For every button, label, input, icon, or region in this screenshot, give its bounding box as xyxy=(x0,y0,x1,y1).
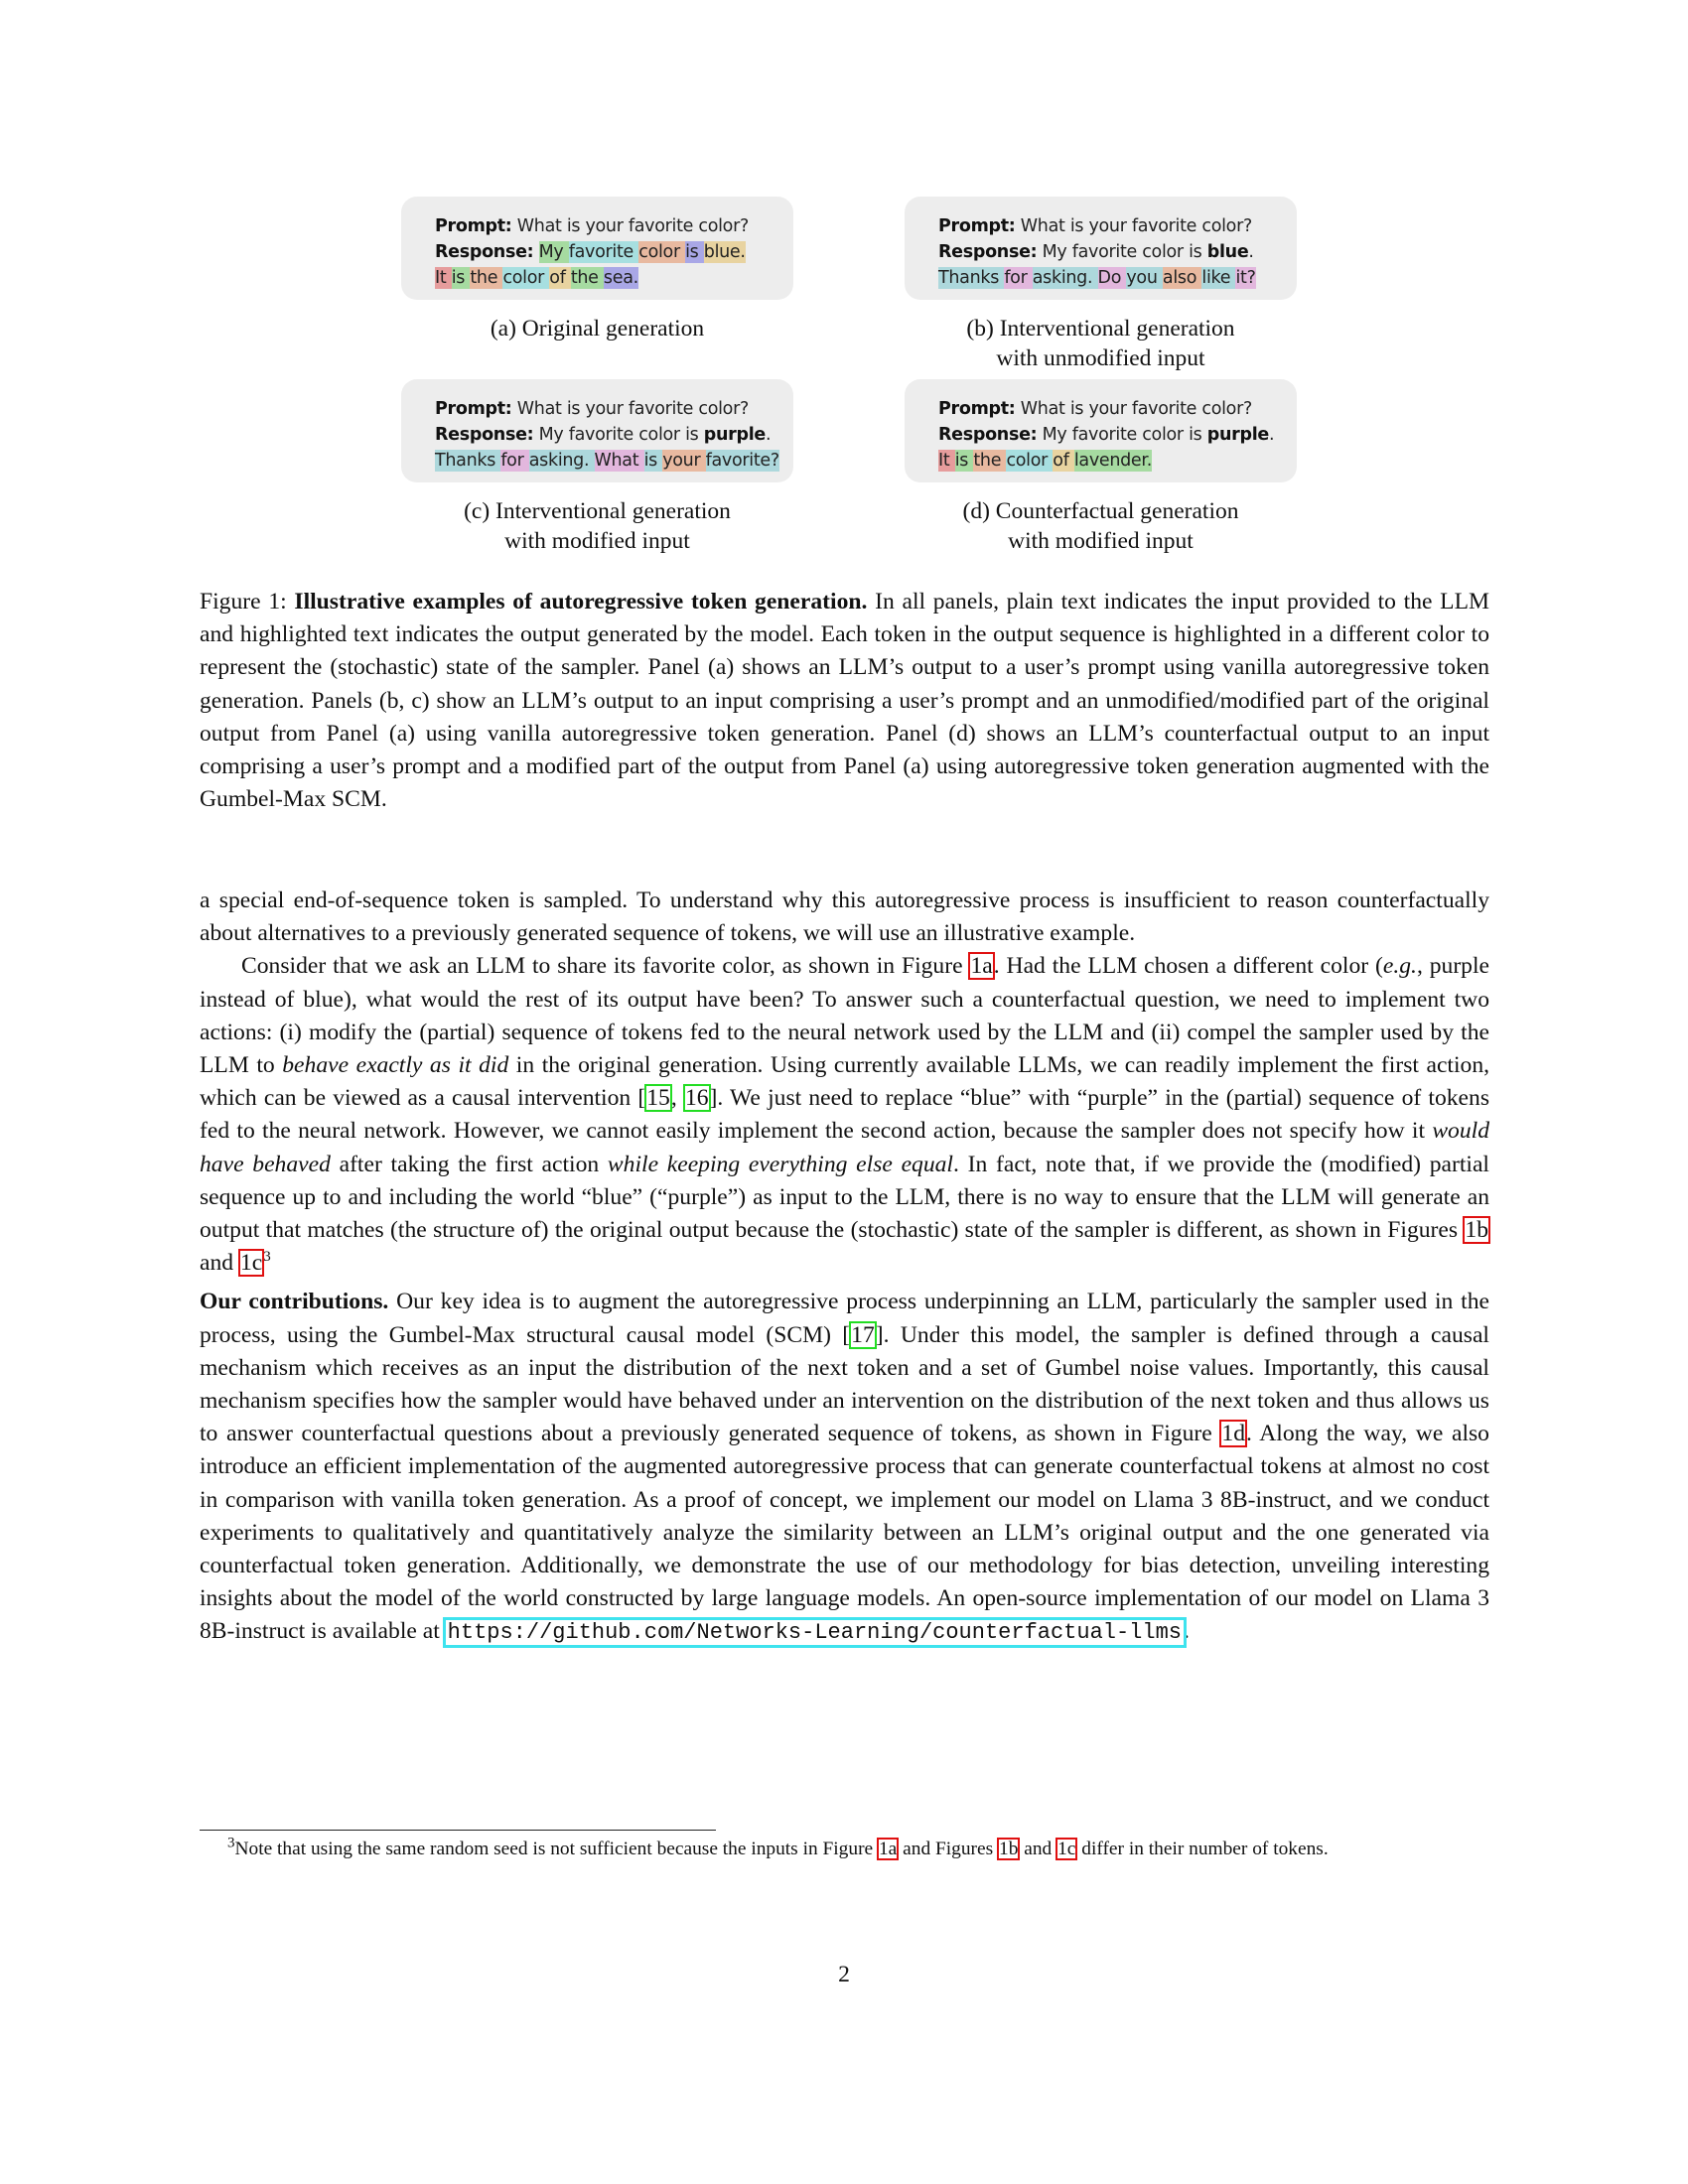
caption-line: (b) Interventional generation xyxy=(966,316,1235,341)
response-text: My favorite color is xyxy=(1042,242,1202,262)
token: sea. xyxy=(603,268,638,288)
panel-a-caption xyxy=(401,314,793,343)
token: Thanks xyxy=(938,268,1005,288)
figure-caption xyxy=(200,586,1489,816)
figure-title: Illustrative examples of autoregressive token generation. xyxy=(294,589,868,614)
emphasis: behave exactly as it did xyxy=(282,1052,509,1079)
token: for xyxy=(500,451,529,471)
token: color xyxy=(502,268,550,288)
token: lavender. xyxy=(1073,451,1152,471)
paragraph: a special end-of-sequence token is sampled. To understand why this autoregressive process is insufficient to reason counterfactually about alternatives to a previously generated sequence of tokens, we will use an illustrative example. xyxy=(200,887,1489,947)
panel-b-box xyxy=(905,197,1297,300)
token: like xyxy=(1201,268,1236,288)
text-run: Note that using the same random seed is not sufficient because the inputs in Figure xyxy=(234,1839,878,1859)
response-label: Response: xyxy=(938,242,1038,262)
figure-ref-link[interactable]: 1d xyxy=(1221,1421,1245,1447)
prompt-label: Prompt: xyxy=(938,216,1016,236)
figure-ref-link[interactable]: 1a xyxy=(970,953,993,980)
caption-line: (c) Interventional generation xyxy=(464,498,731,524)
text-run: . Along the way, we also introduce an efficient implementation of the augmented autoregressive process that can generate counterfactual tokens at almost no cost in comparison with vanilla token generation. As a proof of concept, we implement our model on Llama 3 8B-instruct, and we conduct experiments to qualitatively and quantitatively analyze the similarity between an LLM’s original output and the one generated via counterfactual token generation. Additionally, we demonstrate the use of our methodology for bias detection, unveiling interesting insights about the model of the world constructed by large language models. An open-source implementation of our model on Llama 3 8B-instruct is available at xyxy=(200,1421,1489,1645)
footnote-rule xyxy=(200,1830,716,1831)
token: Thanks xyxy=(435,451,501,471)
continuation-tokens xyxy=(435,450,779,472)
text-run: ]. We just need to replace “blue” with “purple” in the (partial) sequence of tokens fed to the neural network. However, we cannot easily implement the second action, because the sampler does not specify how it xyxy=(200,1085,1490,1145)
token: is xyxy=(685,242,704,262)
token: is xyxy=(643,451,663,471)
token: you xyxy=(1126,268,1163,288)
figure-ref-link[interactable]: 1c xyxy=(239,1250,263,1277)
text-run: Our key idea is to augment the autoregressive process underpinning an LLM, particularly the sampler used in the process, using the Gumbel-Max structural causal model (SCM) [ xyxy=(200,1289,1489,1348)
response-label: Response: xyxy=(435,242,534,262)
caption-line: with modified input xyxy=(1008,528,1194,554)
caption-line: with unmodified input xyxy=(996,345,1205,371)
text-run: and Figures xyxy=(898,1839,999,1859)
prompt-text: What is your favorite color? xyxy=(1020,216,1252,236)
token: Do xyxy=(1097,268,1127,288)
response-color-word: purple xyxy=(1206,425,1269,445)
token: the xyxy=(470,268,503,288)
response-period: . xyxy=(1248,242,1254,262)
prompt-label: Prompt: xyxy=(435,399,512,419)
emphasis: while keeping everything else equal xyxy=(607,1151,953,1177)
text-run: . In fact, note that, if we provide the (modified) partial sequence up to and including the world “blue” (“purple”) as input to the LLM, there is no way to ensure that the LLM will generate an output that matches (the structure of) the original output because the (stochastic) state of the sampler is different, as shown in Figures xyxy=(200,1151,1489,1244)
continuation-tokens xyxy=(938,267,1256,289)
panel-d-caption xyxy=(905,496,1297,556)
citation-link[interactable]: 15 xyxy=(646,1085,670,1112)
token: color xyxy=(1006,451,1054,471)
footnote-number: 3 xyxy=(227,1835,235,1851)
emphasis: would have behaved xyxy=(200,1118,1489,1177)
response-color-word: blue xyxy=(1206,242,1249,262)
caption-line: (d) Counterfactual generation xyxy=(962,498,1239,524)
caption-line: with modified input xyxy=(504,528,690,554)
panel-a-box xyxy=(401,197,793,300)
continuation-tokens xyxy=(435,267,638,289)
text-run: and xyxy=(1019,1839,1057,1859)
token: of xyxy=(1053,451,1074,471)
text-run: . xyxy=(1184,1618,1190,1645)
prompt-label: Prompt: xyxy=(938,399,1016,419)
github-url-link[interactable]: https://github.com/Networks-Learning/counterfactual-llms xyxy=(447,1620,1182,1646)
paragraph-heading: Our contributions. xyxy=(200,1289,389,1315)
token: is xyxy=(954,451,974,471)
figure-ref-link[interactable]: 1b xyxy=(999,1839,1019,1859)
token: asking. xyxy=(528,451,595,471)
continuation-tokens xyxy=(938,450,1152,472)
figure-ref-link[interactable]: 1b xyxy=(1465,1217,1488,1244)
prompt-text: What is your favorite color? xyxy=(516,216,749,236)
citation-link[interactable]: 16 xyxy=(684,1085,709,1112)
prompt-label: Prompt: xyxy=(435,216,512,236)
response-tokens xyxy=(539,241,746,263)
token: also xyxy=(1162,268,1202,288)
paragraph xyxy=(200,1286,1489,1649)
text-run: and xyxy=(200,1250,239,1277)
figure-ref-link[interactable]: 1a xyxy=(878,1839,898,1859)
text-run: Consider that we ask an LLM to share its favorite color, as shown in Figure xyxy=(241,953,970,980)
figure-caption-body: In all panels, plain text indicates the input provided to the LLM and highlighted text indicates the output generated by the model. Each token in the output sequence is highlighted in a different color to represent the (stochastic) state of the sampler. Panel (a) shows an LLM’s output to a user’s prompt using vanilla autoregressive token generation. Panels (b, c) show an LLM’s output to an input comprising a user’s prompt and an unmodified/modified part of the original output from Panel (a) using vanilla autoregressive token generation. Panel (d) shows an LLM’s counterfactual output to an input comprising a user’s prompt and a modified part of the output from Panel (a) using autoregressive token generation augmented with the Gumbel-Max SCM. xyxy=(200,589,1489,813)
footnote xyxy=(200,1836,1489,1862)
text-run: ]. Under this model, the sampler is defined through a causal mechanism which receives as an input the distribution of the next token and a set of Gumbel noise values. Importantly, this causal mechanism specifies how the sampler would have behaved under an intervention on the distribution of the next token and thus allows us to answer counterfactual questions about a previously generated sequence of tokens, as shown in Figure xyxy=(200,1321,1489,1447)
panel-d-box xyxy=(905,379,1297,482)
panel-c-box xyxy=(401,379,793,482)
token: for xyxy=(1004,268,1033,288)
token: It xyxy=(938,451,955,471)
text-run: , purple instead of blue), what would the rest of its output have been? To answer such a counterfactual question, we need to implement two actions: (i) modify the (partial) sequence of tokens fed to the neural network used by the LLM and (ii) compel the sampler used by the LLM to xyxy=(200,953,1490,1079)
token: of xyxy=(549,268,571,288)
token: the xyxy=(973,451,1007,471)
prompt-text: What is your favorite color? xyxy=(516,399,749,419)
token: your xyxy=(662,451,706,471)
text-run: differ in their number of tokens. xyxy=(1076,1839,1329,1859)
response-color-word: purple xyxy=(703,425,766,445)
figure-ref-link[interactable]: 1c xyxy=(1057,1839,1076,1859)
caption-line: (a) Original generation xyxy=(490,316,705,341)
response-text: My favorite color is xyxy=(538,425,699,445)
token: the xyxy=(570,268,604,288)
body-text xyxy=(200,885,1489,1650)
text-run: , xyxy=(670,1085,684,1112)
token: color xyxy=(638,242,686,262)
paragraph xyxy=(200,950,1489,1280)
token: it? xyxy=(1235,268,1256,288)
token: asking. xyxy=(1032,268,1098,288)
text-run: after taking the first action xyxy=(330,1151,608,1177)
emphasis: e.g. xyxy=(1382,953,1417,980)
response-label: Response: xyxy=(435,425,534,445)
response-period: . xyxy=(1268,425,1275,445)
panel-c-caption xyxy=(401,496,793,556)
footnote-mark[interactable]: 3 xyxy=(263,1249,271,1266)
response-text: My favorite color is xyxy=(1042,425,1202,445)
citation-link[interactable]: 17 xyxy=(851,1321,875,1348)
token: It xyxy=(435,268,452,288)
token: favorite? xyxy=(705,451,779,471)
token: is xyxy=(451,268,471,288)
token: favorite xyxy=(568,242,639,262)
token: My xyxy=(538,242,569,262)
token: What xyxy=(594,451,644,471)
text-run: in the original generation. Using currently available LLMs, we can readily implement the first action, which can be viewed as a causal intervention [ xyxy=(200,1052,1490,1112)
prompt-text: What is your favorite color? xyxy=(1020,399,1252,419)
page-number: 2 xyxy=(838,1962,850,1987)
response-period: . xyxy=(765,425,772,445)
token: blue. xyxy=(703,242,746,262)
response-label: Response: xyxy=(938,425,1038,445)
panel-b-caption xyxy=(905,314,1297,373)
figure-label: Figure 1: xyxy=(200,589,287,614)
text-run: . Had the LLM chosen a different color ( xyxy=(993,953,1383,980)
